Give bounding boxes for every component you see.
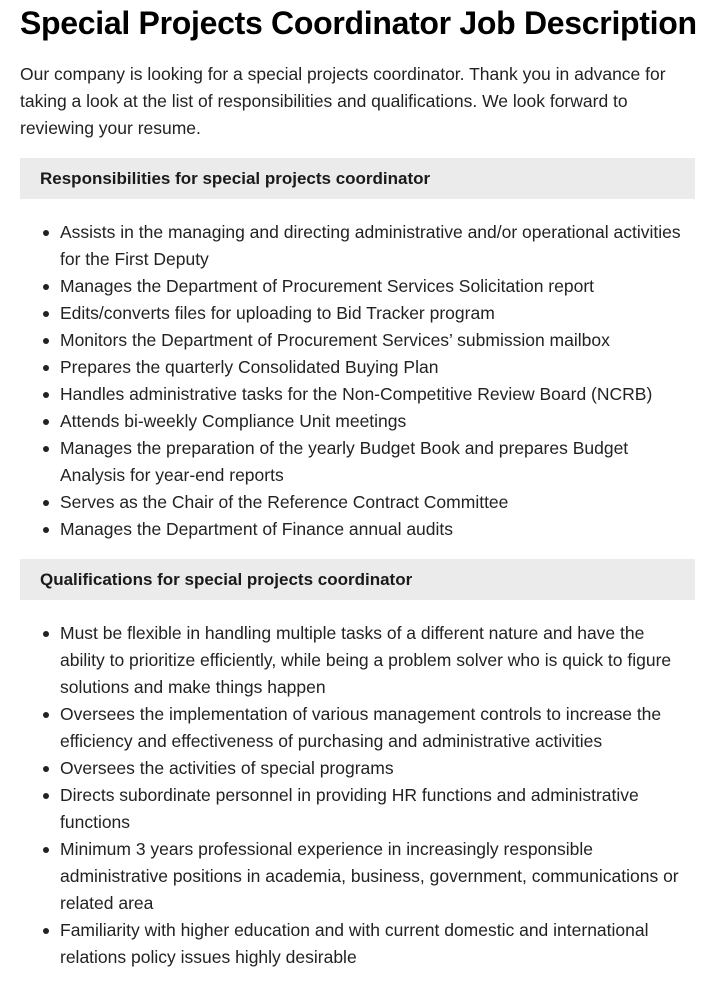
bullet-icon: [43, 793, 49, 799]
qualifications-heading: Qualifications for special projects coordinator: [40, 569, 413, 589]
list-item-text: Attends bi-weekly Compliance Unit meetings: [60, 411, 407, 431]
bullet-icon: [43, 230, 49, 236]
list-item-text: Prepares the quarterly Consolidated Buying Plan: [60, 357, 439, 377]
list-item: [60, 917, 700, 971]
responsibilities-heading: Responsibilities for special projects coordinator: [40, 168, 431, 188]
list-item: [60, 836, 700, 917]
bullet-icon: [43, 766, 49, 772]
list-item-text: Edits/converts files for uploading to Bid Tracker program: [60, 303, 495, 323]
bullet-icon: [43, 712, 49, 718]
qualifications-header: [20, 559, 695, 600]
list-item-text: Oversees the implementation of various management controls to increase the efficiency and effectiveness of purchasing and administrative activities: [60, 704, 662, 751]
list-item-text: Minimum 3 years professional experience in increasingly responsible administrative positions in academia, business, government, communications or related area: [60, 839, 679, 913]
list-item: [60, 300, 700, 327]
list-item-text: Handles administrative tasks for the Non-Competitive Review Board (NCRB): [60, 384, 653, 404]
list-item-text: Directs subordinate personnel in providing HR functions and administrative functions: [60, 785, 639, 832]
bullet-icon: [43, 847, 49, 853]
page-title: Special Projects Coordinator Job Description: [20, 5, 697, 41]
list-item: [60, 489, 700, 516]
intro-paragraph: Our company is looking for a special projects coordinator. Thank you in advance for taking a look at the list of responsibilities and qualifications. We look forward to reviewing your resume.: [20, 64, 666, 138]
list-item-text: Oversees the activities of special programs: [60, 758, 394, 778]
list-item: [60, 354, 700, 381]
list-item: [60, 273, 700, 300]
list-item: [60, 219, 700, 273]
list-item: [60, 620, 700, 701]
list-item-text: Manages the Department of Finance annual audits: [60, 519, 454, 539]
responsibilities-header: [20, 158, 695, 199]
list-item: [60, 435, 700, 489]
bullet-icon: [43, 338, 49, 344]
list-item: [60, 327, 700, 354]
list-item-text: Manages the Department of Procurement Services Solicitation report: [60, 276, 595, 296]
list-item-text: Manages the preparation of the yearly Budget Book and prepares Budget Analysis for year-end reports: [60, 438, 629, 485]
bullet-icon: [43, 527, 49, 533]
bullet-icon: [43, 419, 49, 425]
bullet-icon: [43, 631, 49, 637]
list-item-text: Serves as the Chair of the Reference Contract Committee: [60, 492, 509, 512]
list-item: [60, 381, 700, 408]
list-item: [60, 755, 700, 782]
bullet-icon: [43, 392, 49, 398]
bullet-icon: [43, 311, 49, 317]
bullet-icon: [43, 365, 49, 371]
list-item-text: Must be flexible in handling multiple tasks of a different nature and have the ability to prioritize efficiently, while being a problem solver who is quick to figure solutions and make things happen: [60, 623, 672, 697]
list-item: [60, 408, 700, 435]
list-item: [60, 516, 700, 543]
bullet-icon: [43, 446, 49, 452]
list-item-text: Familiarity with higher education and with current domestic and international relations policy issues highly desirable: [60, 920, 649, 967]
list-item-text: Assists in the managing and directing administrative and/or operational activities for the First Deputy: [60, 222, 681, 269]
list-item-text: Monitors the Department of Procurement Services’ submission mailbox: [60, 330, 610, 350]
bullet-icon: [43, 500, 49, 506]
list-item: [60, 701, 700, 755]
bullet-icon: [43, 928, 49, 934]
list-item: [60, 782, 700, 836]
qualifications-list: [20, 620, 700, 971]
responsibilities-list: [20, 219, 700, 543]
bullet-icon: [43, 284, 49, 290]
